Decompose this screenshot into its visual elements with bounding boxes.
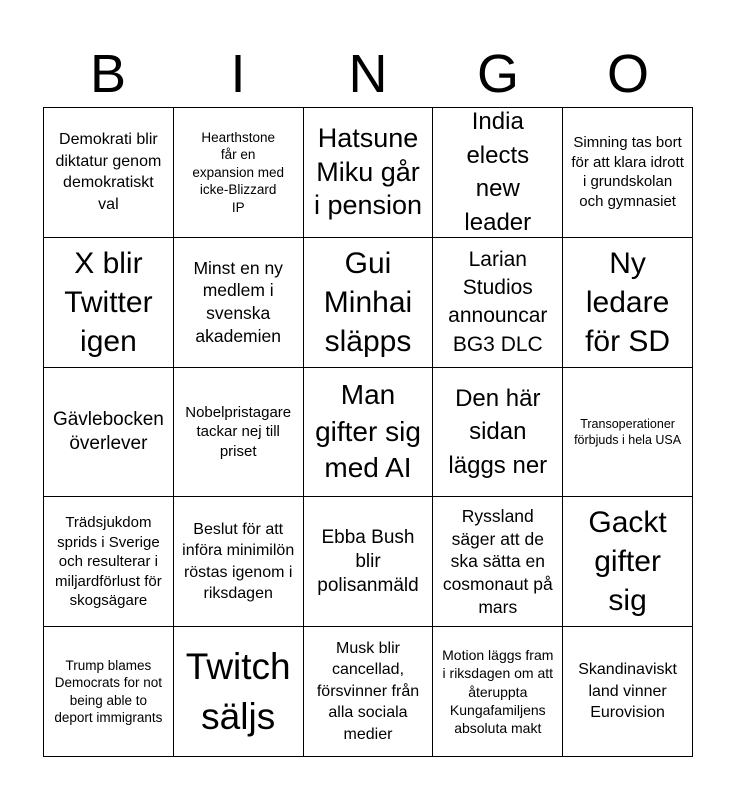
bingo-cell[interactable]	[304, 108, 434, 238]
cell-text: India elects new leader	[464, 108, 532, 236]
bingo-cell[interactable]	[304, 238, 434, 368]
bingo-cell[interactable]	[44, 497, 174, 627]
header-letter-b: B	[89, 44, 127, 104]
cell-text: X blir Twitter igen	[64, 246, 153, 358]
bingo-cell[interactable]	[433, 497, 563, 627]
bingo-header	[43, 40, 693, 108]
cell-text: Twitch säljs	[185, 645, 291, 737]
bingo-cell[interactable]	[304, 368, 434, 498]
cell-text: Ny ledare för SD	[585, 246, 671, 358]
header-letter-g: G	[476, 44, 519, 104]
cell-text: Man gifter sig med AI	[315, 379, 421, 484]
bingo-cell[interactable]	[304, 627, 434, 757]
bingo-cell[interactable]	[174, 108, 304, 238]
cell-text: Motion läggs fram i riksdagen om att återuppta Kungafamiljens absoluta makt	[442, 647, 554, 736]
cell-text: Transoperationer förbjuds i hela USA	[574, 416, 682, 447]
bingo-cell[interactable]	[563, 368, 693, 498]
cell-text: Trump blames Democrats for not being able to deport immigrants	[54, 657, 163, 726]
cell-text: Ryssland säger att de ska sätta en cosmonaut på mars	[442, 505, 553, 617]
cell-text: Larian Studios announcar BG3 DLC	[448, 247, 548, 356]
cell-text: Musk blir cancellad, försvinner från alla sociala medier	[316, 639, 420, 743]
cell-text: Gui Minhai släpps	[323, 246, 413, 358]
cell-text: Beslut för att införa minimilön röstas igenom i riksdagen	[182, 520, 295, 603]
bingo-cell[interactable]	[563, 238, 693, 368]
bingo-cell[interactable]	[304, 497, 434, 627]
cell-text: Demokrati blir diktatur genom demokratiskt val	[55, 131, 162, 213]
bingo-cell[interactable]	[174, 368, 304, 498]
cell-text: Gävlebocken överlever	[52, 409, 164, 454]
bingo-cell[interactable]	[433, 238, 563, 368]
bingo-cell[interactable]	[44, 368, 174, 498]
header-letter-n: N	[348, 44, 388, 104]
cell-text: Nobelpristagare tackar nej till priset	[185, 403, 292, 460]
bingo-cell[interactable]	[433, 627, 563, 757]
bingo-board	[43, 107, 693, 757]
cell-text: Gackt gifter sig	[588, 506, 667, 618]
bingo-cell[interactable]	[174, 238, 304, 368]
cell-text: Simning tas bort för att klara idrott i grundskolan och gymnasiet	[571, 134, 684, 210]
cell-text: Hearthstone får en expansion med icke-Blizzard IP	[192, 129, 284, 215]
cell-text: Skandinaviskt land vinner Eurovision	[578, 661, 677, 722]
bingo-cell[interactable]	[563, 627, 693, 757]
header-letter-i: I	[230, 44, 246, 104]
header-letter-o: O	[606, 44, 649, 104]
bingo-cell[interactable]	[433, 108, 563, 238]
cell-text: Hatsune Miku går i pension	[313, 122, 423, 221]
cell-text: Trädsjukdom sprids i Sverige och resulterar i miljardförlust för skogsägare	[55, 514, 162, 610]
bingo-cell[interactable]	[44, 108, 174, 238]
bingo-cell[interactable]	[563, 108, 693, 238]
bingo-cell[interactable]	[44, 238, 174, 368]
bingo-cell[interactable]	[174, 627, 304, 757]
cell-text: Ebba Bush blir polisanmäld	[317, 527, 419, 596]
bingo-cell[interactable]	[433, 368, 563, 498]
cell-text: Den här sidan läggs ner	[448, 384, 548, 479]
bingo-cell[interactable]	[44, 627, 174, 757]
bingo-cell[interactable]	[174, 497, 304, 627]
cell-text: Minst en ny medlem i svenska akademien	[193, 257, 283, 346]
bingo-cell[interactable]	[563, 497, 693, 627]
